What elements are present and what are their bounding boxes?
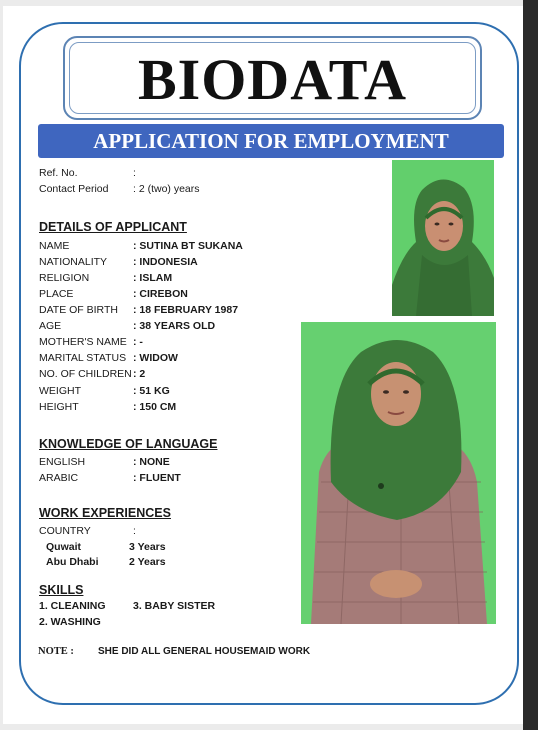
detail-label: DATE OF BIRTH [39,304,118,316]
detail-value: : 38 YEARS OLD [133,320,216,332]
ref-label: Ref. No. [39,167,78,179]
window-edge [523,0,538,730]
applicant-portrait-photo [392,160,494,316]
work-country: Quwait [46,541,82,553]
country-value: : [133,525,136,537]
detail-label: WEIGHT [39,385,81,397]
work-duration: 2 Years [129,556,166,568]
country-label: COUNTRY [39,525,91,537]
detail-value: : INDONESIA [133,256,198,268]
language-value: : FLUENT [133,472,181,484]
detail-value: : SUTINA BT SUKANA [133,240,243,252]
detail-label: PLACE [39,288,74,300]
language-value: : NONE [133,456,170,468]
detail-value: : ISLAM [133,272,173,284]
detail-value: : 2 [133,368,146,380]
contact-value: : 2 (two) years [133,183,200,195]
language-label: ENGLISH [39,456,86,468]
skills-heading: SKILLS [39,583,84,597]
detail-label: MARITAL STATUS [39,352,127,364]
skill-item: 1. CLEANING [39,600,106,612]
work-country: Abu Dhabi [46,556,99,568]
detail-label: HEIGHT [39,401,79,413]
ref-value: : [133,167,136,179]
work-heading: WORK EXPERIENCES [39,506,171,520]
detail-label: NO. OF CHILDREN [39,368,132,380]
skill-item: 2. WASHING [39,616,101,628]
detail-value: : - [133,336,143,348]
detail-value: : 150 CM [133,401,177,413]
detail-value: : WIDOW [133,352,178,364]
note-value: SHE DID ALL GENERAL HOUSEMAID WORK [98,646,311,657]
detail-value: : 51 KG [133,385,170,397]
detail-label: MOTHER'S NAME [39,336,127,348]
work-duration: 3 Years [129,541,166,553]
detail-value: : CIREBON [133,288,188,300]
language-heading: KNOWLEDGE OF LANGUAGE [39,437,218,451]
detail-label: NATIONALITY [39,256,108,268]
note-label: NOTE : [38,646,74,657]
page-title: BIODATA [137,47,408,112]
detail-label: RELIGION [39,272,90,284]
title-box [63,36,482,120]
detail-label: AGE [39,320,62,332]
detail-value: : 18 FEBRUARY 1987 [133,304,239,316]
detail-label: NAME [39,240,70,252]
applicant-fullbody-photo [301,322,496,624]
details-heading: DETAILS OF APPLICANT [39,220,187,234]
language-label: ARABIC [39,472,79,484]
application-banner: APPLICATION FOR EMPLOYMENT [38,124,504,158]
contact-label: Contact Period [39,183,109,195]
skill-item: 3. BABY SISTER [133,600,216,612]
